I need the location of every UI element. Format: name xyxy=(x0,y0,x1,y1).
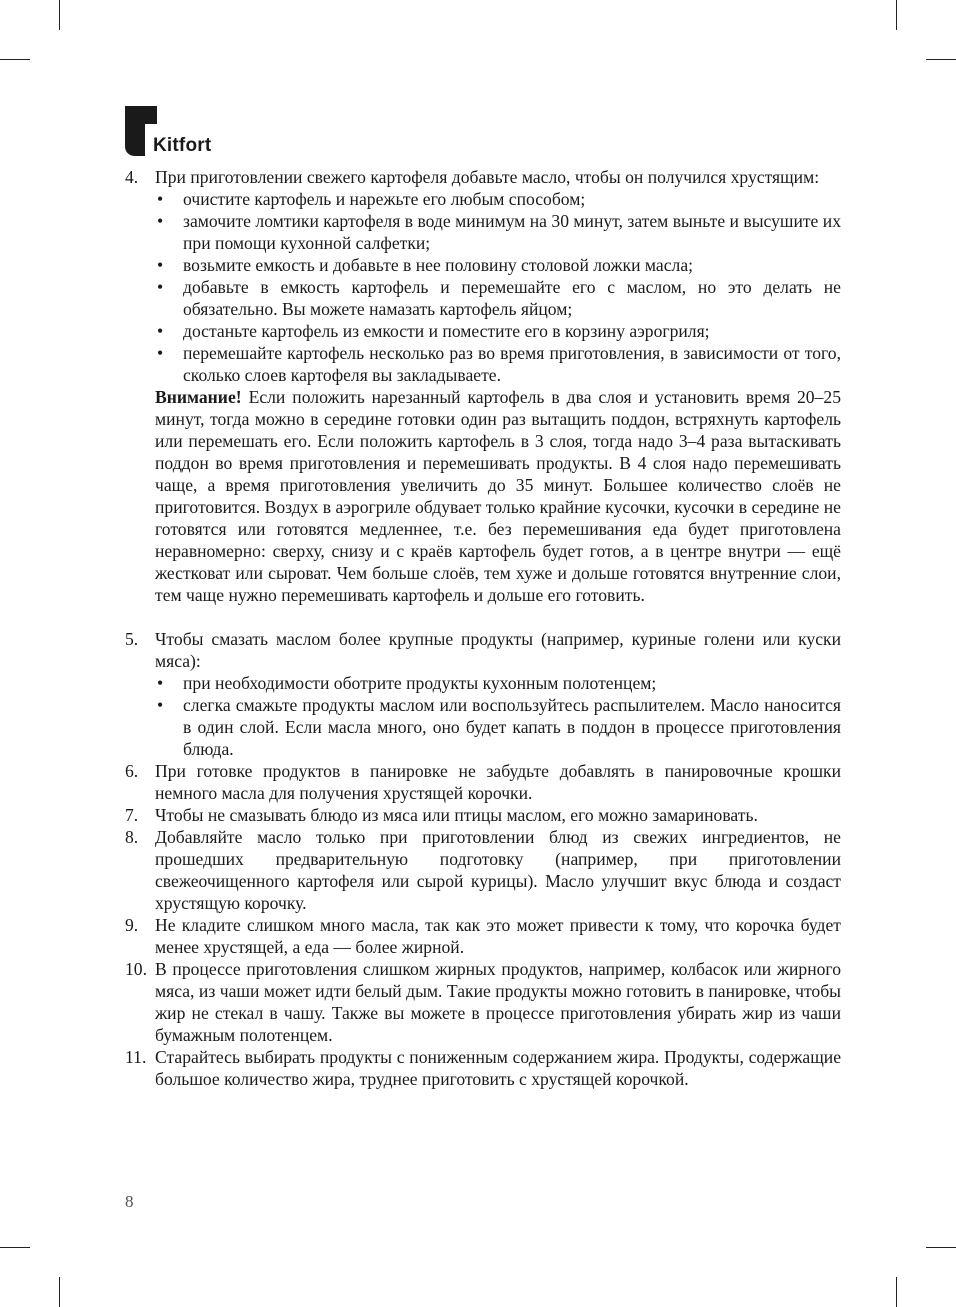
crop-mark xyxy=(59,1277,60,1307)
item-text: Старайтесь выбирать продукты с пониженным содержанием жира. Продукты, содержащие большое количество жира, труднее приготовить с хрустящей корочкой. xyxy=(155,1047,841,1089)
crop-mark xyxy=(0,59,30,60)
item-number: 11. xyxy=(125,1047,147,1067)
list-item xyxy=(125,958,841,1046)
crop-mark xyxy=(0,1247,30,1248)
item-text: При приготовлении свежего картофеля добавьте масло, чтобы он получился хрустящим: xyxy=(155,167,820,187)
crop-mark xyxy=(896,0,897,30)
list-item xyxy=(125,166,841,606)
bullet-list xyxy=(155,672,841,760)
item-number: 4. xyxy=(125,167,139,187)
item-text: Не кладите слишком много масла, так как это может привести к тому, что корочка будет менее хрустящей, а еда — более жирной. xyxy=(155,915,841,957)
item-text: При готовке продуктов в панировке не забудьте добавлять в панировочные крошки немного масла для получения хрустящей корочки. xyxy=(155,761,841,803)
bullet-item: • при необходимости оботрите продукты кухонным полотенцем; xyxy=(155,672,841,694)
bullet-item: • добавьте в емкость картофель и перемешайте его с маслом, но это делать не обязательно. Вы можете намазать картофель яйцом; xyxy=(155,276,841,320)
list-item xyxy=(125,1046,841,1090)
brand-logo xyxy=(125,106,211,156)
item-text: Чтобы не смазывать блюдо из мяса или птицы маслом, его можно замариновать. xyxy=(155,805,758,825)
instructions xyxy=(125,166,841,1090)
item-number: 10. xyxy=(125,959,147,979)
item-number: 7. xyxy=(125,805,139,825)
warning-text: Если положить нарезанный картофель в два слоя и установить время 20–25 минут, тогда можно в середине готовки один раз вытащить поддон, встряхнуть картофель или перемешать его. Если положить картофель в 3 слоя, тогда надо 3–4 раза вытаскивать поддон во время приготовления и перемешивать продукты. В 4 слоя надо перемешивать чаще, а время приготовления увеличить до 35 минут. Большее количество слоёв не приготовится. Воздух в аэрогриле обдувает только крайние кусочки, кусочки в середине не готовятся или готовятся медленнее, т.е. без перемешивания еда будет приготовлена неравномерно: сверху, снизу и с краёв картофель будет готов, а в центре внутри — ещё жестковат или сыроват. Чем больше слоёв, тем хуже и дольше готовятся внутренние слои, тем чаще нужно перемешивать картофель и дольше его готовить. xyxy=(155,387,841,605)
item-number: 5. xyxy=(125,629,139,649)
list-item xyxy=(125,826,841,914)
bullet-item: • очистите картофель и нарежьте его любым способом; xyxy=(155,188,841,210)
item-number: 9. xyxy=(125,915,139,935)
item-text: В процессе приготовления слишком жирных продуктов, например, колбасок или жирного мяса, из чаши может идти белый дым. Такие продукты можно готовить в панировке, чтобы жир не стекал в чашу. Также вы можете в процессе приготовления убирать жир из чаши бумажным полотенцем. xyxy=(155,959,841,1045)
item-number: 6. xyxy=(125,761,139,781)
page-number: 8 xyxy=(125,1192,134,1211)
warning-label: Внимание! xyxy=(155,387,242,407)
brand-name: Kitfort xyxy=(153,135,212,156)
list-item xyxy=(125,760,841,804)
warning-note xyxy=(155,386,841,606)
bullet-list xyxy=(155,188,841,386)
bullet-item: • перемешайте картофель несколько раз во время приготовления, в зависимости от того, сколько слоев картофеля вы закладываете. xyxy=(155,342,841,386)
bullet-item: • возьмите емкость и добавьте в нее половину столовой ложки масла; xyxy=(155,254,841,276)
bullet-item: • слегка смажьте продукты маслом или воспользуйтесь распылителем. Масло наносится в один слой. Если масла много, оно будет капать в поддон в процессе приготовления блюда. xyxy=(155,694,841,760)
bullet-item: • замочите ломтики картофеля в воде минимум на 30 минут, затем выньте и высушите их при помощи кухонной салфетки; xyxy=(155,210,841,254)
list-item xyxy=(125,914,841,958)
item-text: Чтобы смазать маслом более крупные продукты (например, куриные голени или куски мяса): xyxy=(155,629,841,671)
item-number: 8. xyxy=(125,827,139,847)
crop-mark xyxy=(926,59,956,60)
item-text: Добавляйте масло только при приготовлении блюд из свежих ингредиентов, не прошедших предварительную подготовку (например, при приготовлении свежеочищенного картофеля или сырой курицы). Масло улучшит вкус блюда и создаст хрустящую корочку. xyxy=(155,827,841,913)
list-item xyxy=(125,804,841,826)
crop-mark xyxy=(59,0,60,30)
crop-mark xyxy=(926,1247,956,1248)
bullet-item: • достаньте картофель из емкости и поместите его в корзину аэрогриля; xyxy=(155,320,841,342)
list-item xyxy=(125,628,841,760)
crop-mark xyxy=(896,1277,897,1307)
